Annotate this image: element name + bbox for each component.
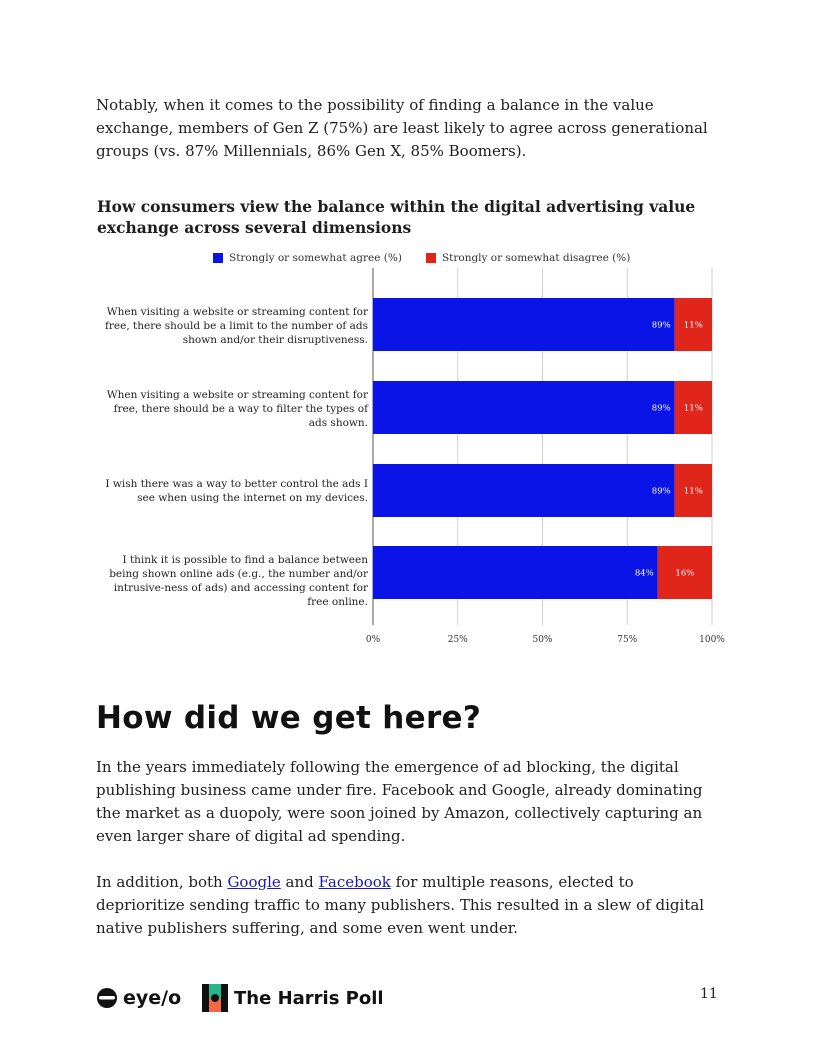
category-label: I think it is possible to find a balance between being shown online ads (e.g., the number and/or intrusive-ness of ads) and accessing content for free online. xyxy=(109,554,368,608)
section-heading: How did we get here? xyxy=(96,700,482,736)
body-paragraph-1: In the years immediately following the emergence of ad blocking, the digital publishing business came under fire. Facebook and Google, already dominating the market as a duopoly, were soon joined by Amazon, collectively capturing an even larger share of digital ad spending. xyxy=(96,758,703,845)
bar-agree xyxy=(373,546,658,599)
data-label-agree: 84% xyxy=(634,568,654,579)
data-label-disagree: 11% xyxy=(683,403,703,414)
page-number: 11 xyxy=(700,986,718,1002)
data-label-agree: 89% xyxy=(651,320,671,331)
x-tick-label: 25% xyxy=(447,635,468,645)
eyeo-logo-text: eye/o xyxy=(123,987,182,1009)
harris-poll-logo-text: The Harris Poll xyxy=(234,987,384,1009)
data-label-agree: 89% xyxy=(651,403,671,414)
body-paragraph-2 xyxy=(96,871,726,940)
category-label: When visiting a website or streaming content for free, there should be a way to filter the types of ads shown. xyxy=(106,389,368,429)
legend-label-agree: Strongly or somewhat agree (%) xyxy=(229,252,402,264)
x-tick-label: 100% xyxy=(699,635,725,645)
data-label-agree: 89% xyxy=(651,486,671,497)
category-label: When visiting a website or streaming content for free, there should be a limit to the number of ads shown and/or their disruptiveness. xyxy=(105,306,368,346)
eyeo-eye-icon xyxy=(96,987,118,1009)
harris-poll-logo xyxy=(202,983,384,1013)
harris-poll-mark-icon xyxy=(202,984,228,1012)
data-label-disagree: 16% xyxy=(675,568,695,579)
bar-agree xyxy=(373,298,675,351)
chart-title: How consumers view the balance within the digital advertising value exchange across several dimensions xyxy=(97,197,696,237)
para2-text-before: In addition, both xyxy=(96,873,228,891)
bar-agree xyxy=(373,381,675,434)
google-link[interactable]: Google xyxy=(227,873,281,891)
para2-text-mid: and xyxy=(280,873,319,891)
x-tick-label: 0% xyxy=(365,635,381,645)
eyeo-logo xyxy=(96,984,181,1012)
x-tick-label: 75% xyxy=(617,635,638,645)
facebook-link[interactable]: Facebook xyxy=(318,873,391,891)
category-label: I wish there was a way to better control the ads I see when using the internet on my devices. xyxy=(105,478,368,504)
legend-label-disagree: Strongly or somewhat disagree (%) xyxy=(441,252,631,264)
intro-paragraph: Notably, when it comes to the possibility of finding a balance in the value exchange, members of Gen Z (75%) are least likely to agree across generational groups (vs. 87% Millennials, 86% Gen X, 85% Boomers). xyxy=(96,96,708,160)
x-tick-label: 50% xyxy=(532,635,553,645)
data-label-disagree: 11% xyxy=(683,486,703,497)
bar-agree xyxy=(373,464,675,517)
data-label-disagree: 11% xyxy=(683,320,703,331)
para2-text-after: for multiple reasons, elected to deprioritize sending traffic to many publishers. This resulted in a slew of digital native publishers suffering, and some even went under. xyxy=(96,873,705,937)
